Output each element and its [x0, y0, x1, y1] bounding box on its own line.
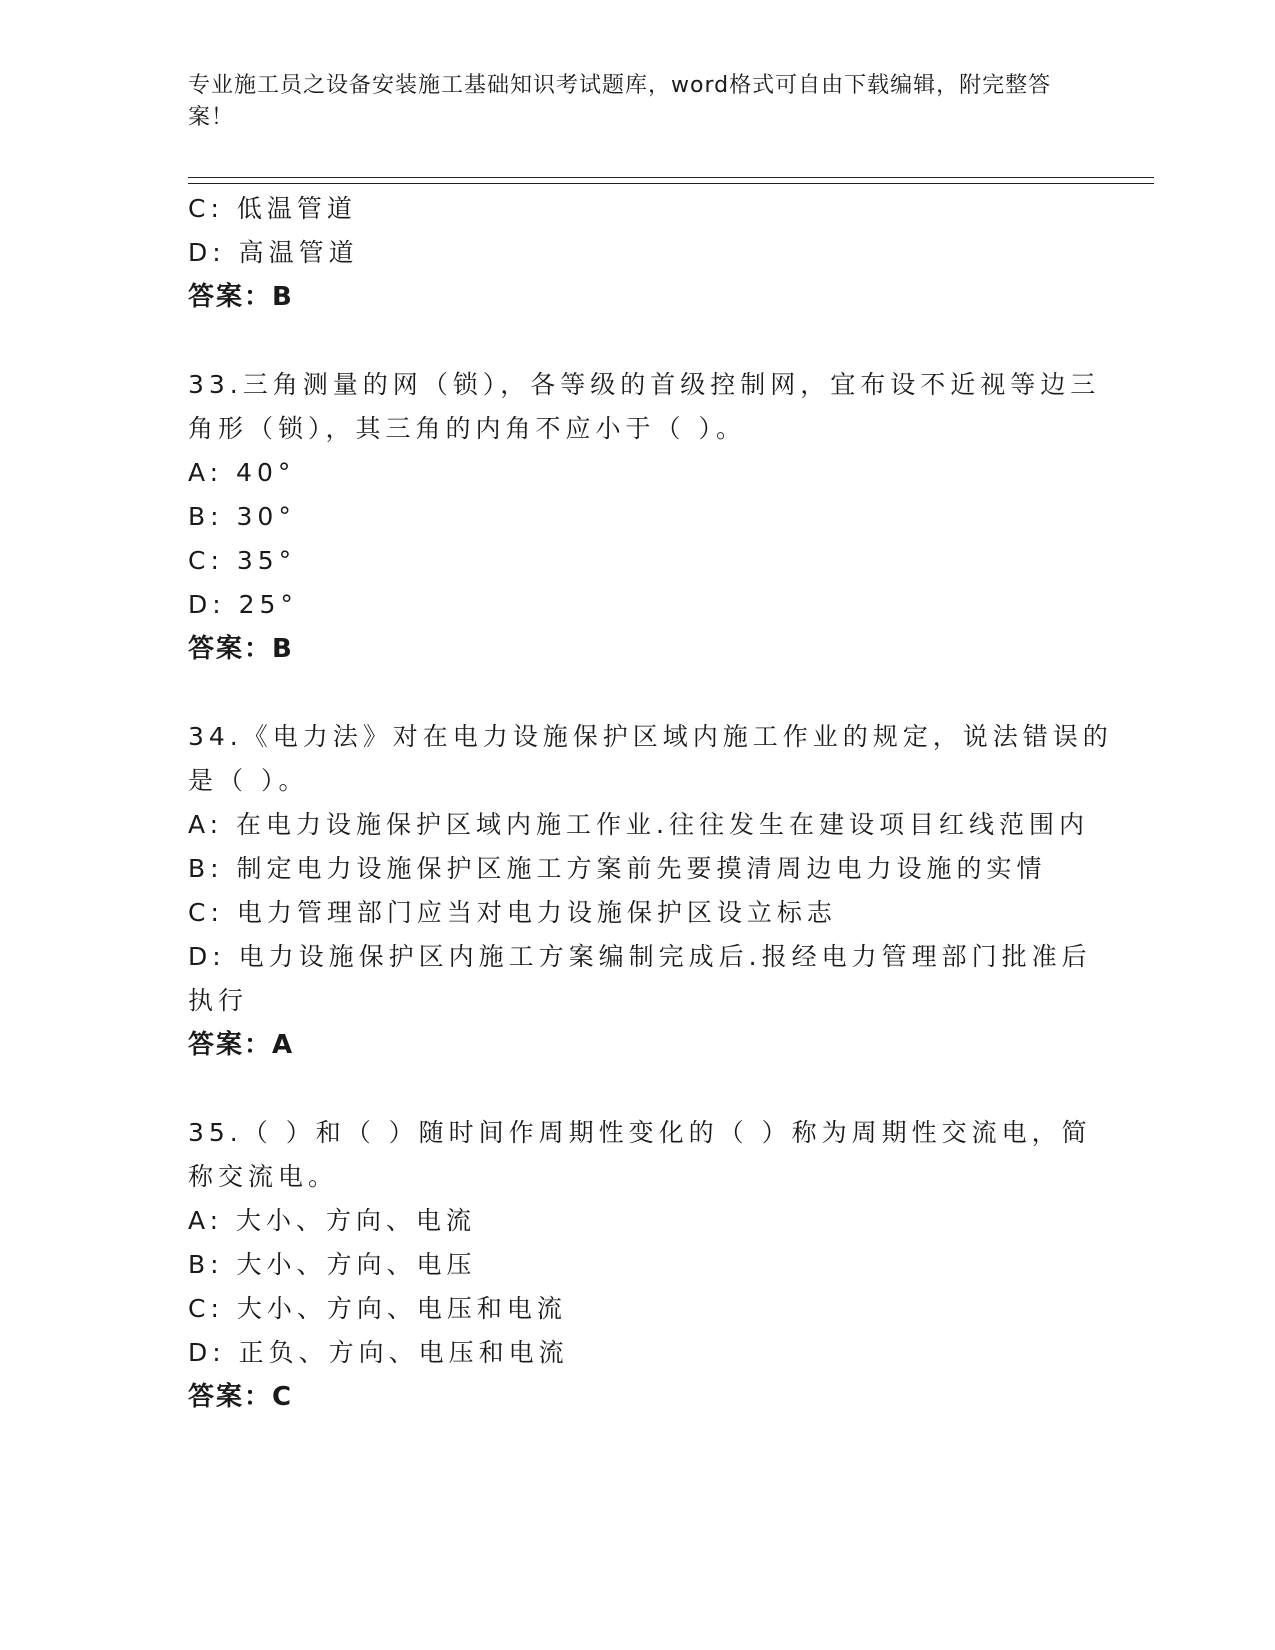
q33-option-a: A: 40°	[188, 458, 296, 487]
q33-option-d: D: 25°	[188, 590, 298, 619]
q33-option-b: B: 30°	[188, 502, 296, 531]
q33-stem-line1: 33.三角测量的网（锁），各等级的首级控制网，宜布设不近视等边三	[188, 370, 1101, 399]
q35-answer: 答案：C	[188, 1382, 294, 1412]
q33-stem-line2: 角形（锁），其三角的内角不应小于（ ）。	[188, 414, 746, 443]
q34-option-c: C: 电力管理部门应当对电力设施保护区设立标志	[188, 898, 837, 927]
q35-stem-line1: 35.（ ）和（ ）随时间作周期性变化的（ ）称为周期性交流电，简	[188, 1118, 1092, 1147]
q34-option-b: B: 制定电力设施保护区施工方案前先要摸清周边电力设施的实情	[188, 854, 1047, 883]
q32-option-c: C: 低温管道	[188, 194, 357, 223]
q34-option-a: A: 在电力设施保护区域内施工作业.往往发生在建设项目红线范围内	[188, 810, 1089, 839]
document-header-title: 专业施工员之设备安装施工基础知识考试题库，word格式可自由下载编辑，附完整答案！	[188, 73, 1052, 130]
q35-option-c: C: 大小、方向、电压和电流	[188, 1294, 567, 1323]
q34-option-d-line1: D: 电力设施保护区内施工方案编制完成后.报经电力管理部门批准后	[188, 942, 1092, 971]
header-divider-top	[188, 177, 1154, 178]
q34-stem-line1: 34.《电力法》对在电力设施保护区域内施工作业的规定，说法错误的	[188, 722, 1113, 751]
q34-option-d-line2: 执行	[188, 986, 249, 1015]
header-divider-bottom	[188, 183, 1154, 184]
q32-option-d: D: 高温管道	[188, 238, 359, 267]
q35-stem-line2: 称交流电。	[188, 1162, 339, 1191]
q33-option-c: C: 35°	[188, 546, 297, 575]
q34-stem-line2: 是（ ）。	[188, 766, 309, 795]
q35-option-d: D: 正负、方向、电压和电流	[188, 1338, 569, 1367]
q35-option-a: A: 大小、方向、电流	[188, 1206, 477, 1235]
q35-option-b: B: 大小、方向、电压	[188, 1250, 477, 1279]
q32-answer: 答案：B	[188, 282, 294, 312]
q34-answer: 答案：A	[188, 1030, 295, 1060]
q33-answer: 答案：B	[188, 634, 294, 664]
